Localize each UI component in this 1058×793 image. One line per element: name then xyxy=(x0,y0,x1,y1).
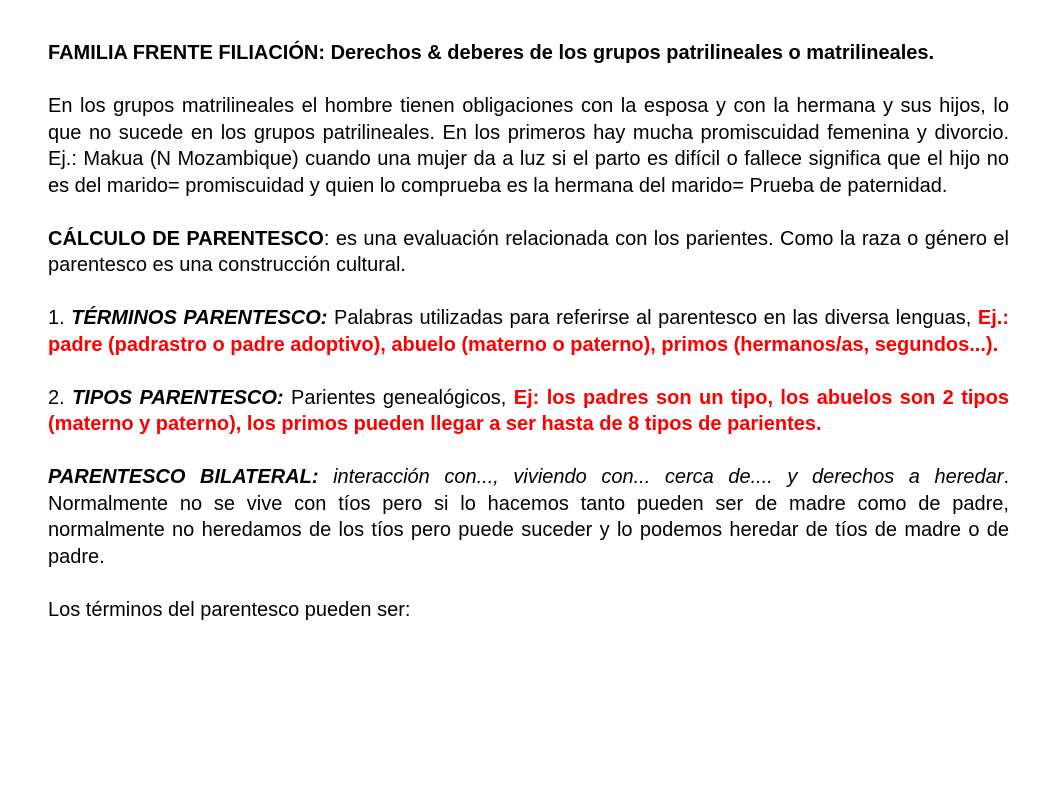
paragraph-parentesco-bilateral xyxy=(48,464,1009,570)
paragraph-matrilineales xyxy=(48,93,1009,199)
heading-text: FAMILIA FRENTE FILIACIÓN: Derechos & deberes de los grupos patrilineales o matrilineales. xyxy=(48,42,935,64)
paragraph-terminos-parentesco xyxy=(48,305,1009,358)
term-parentesco-bilateral: PARENTESCO BILATERAL: xyxy=(48,466,319,488)
term-calculo-parentesco: CÁLCULO DE PARENTESCO xyxy=(48,227,324,250)
paragraph-text: Parientes genealógicos, xyxy=(283,386,514,409)
term-terminos-parentesco: TÉRMINOS PARENTESCO: xyxy=(71,307,328,329)
paragraph-text: : es una evaluación relacionada con los parientes. Como la raza o género el parentesco es una construcción cultural. xyxy=(48,227,1009,276)
paragraph-calculo-parentesco xyxy=(48,226,1009,279)
section-heading-familia-filiacion xyxy=(48,40,1009,67)
term-tipos-parentesco: TIPOS PARENTESCO: xyxy=(72,386,284,409)
document-body xyxy=(48,40,1009,623)
paragraph-tipos-parentesco xyxy=(48,385,1009,438)
italic-text: interacción con..., viviendo con... cerca de.... y derechos a heredar xyxy=(318,466,1004,488)
example-text: Ej: los padres son un tipo, los abuelos son 2 tipos (materno y paterno), los primos pueden llegar a ser hasta de 8 tipos de parientes. xyxy=(48,386,1009,435)
paragraph-text: Palabras utilizadas para referirse al parentesco en las diversa lenguas, xyxy=(327,307,978,329)
item-number: 1. xyxy=(48,307,72,329)
paragraph-terminos-pueden-ser xyxy=(48,597,1009,624)
paragraph-text: En los grupos matrilineales el hombre tienen obligaciones con la esposa y con la hermana y sus hijos, lo que no sucede en los grupos patrilineales. En los primeros hay mucha promiscuidad femenina y divorcio. Ej.: Makua (N Mozambique) cuando una mujer da a luz si el parto es difícil o fallece significa que el hijo no es del marido= promiscuidad y quien lo comprueba es la hermana del marido= Prueba de paternidad. xyxy=(48,95,1009,197)
paragraph-text: Los términos del parentesco pueden ser: xyxy=(48,598,411,621)
item-number: 2. xyxy=(48,386,73,409)
paragraph-text: . Normalmente no se vive con tíos pero si lo hacemos tanto pueden ser de madre como de padre, normalmente no heredamos de los tíos pero puede suceder y lo podemos heredar de tíos de madre o de padre. xyxy=(48,466,1009,568)
example-text: Ej.: padre (padrastro o padre adoptivo), abuelo (materno o paterno), primos (hermanos/as, segundos...). xyxy=(48,307,1009,356)
